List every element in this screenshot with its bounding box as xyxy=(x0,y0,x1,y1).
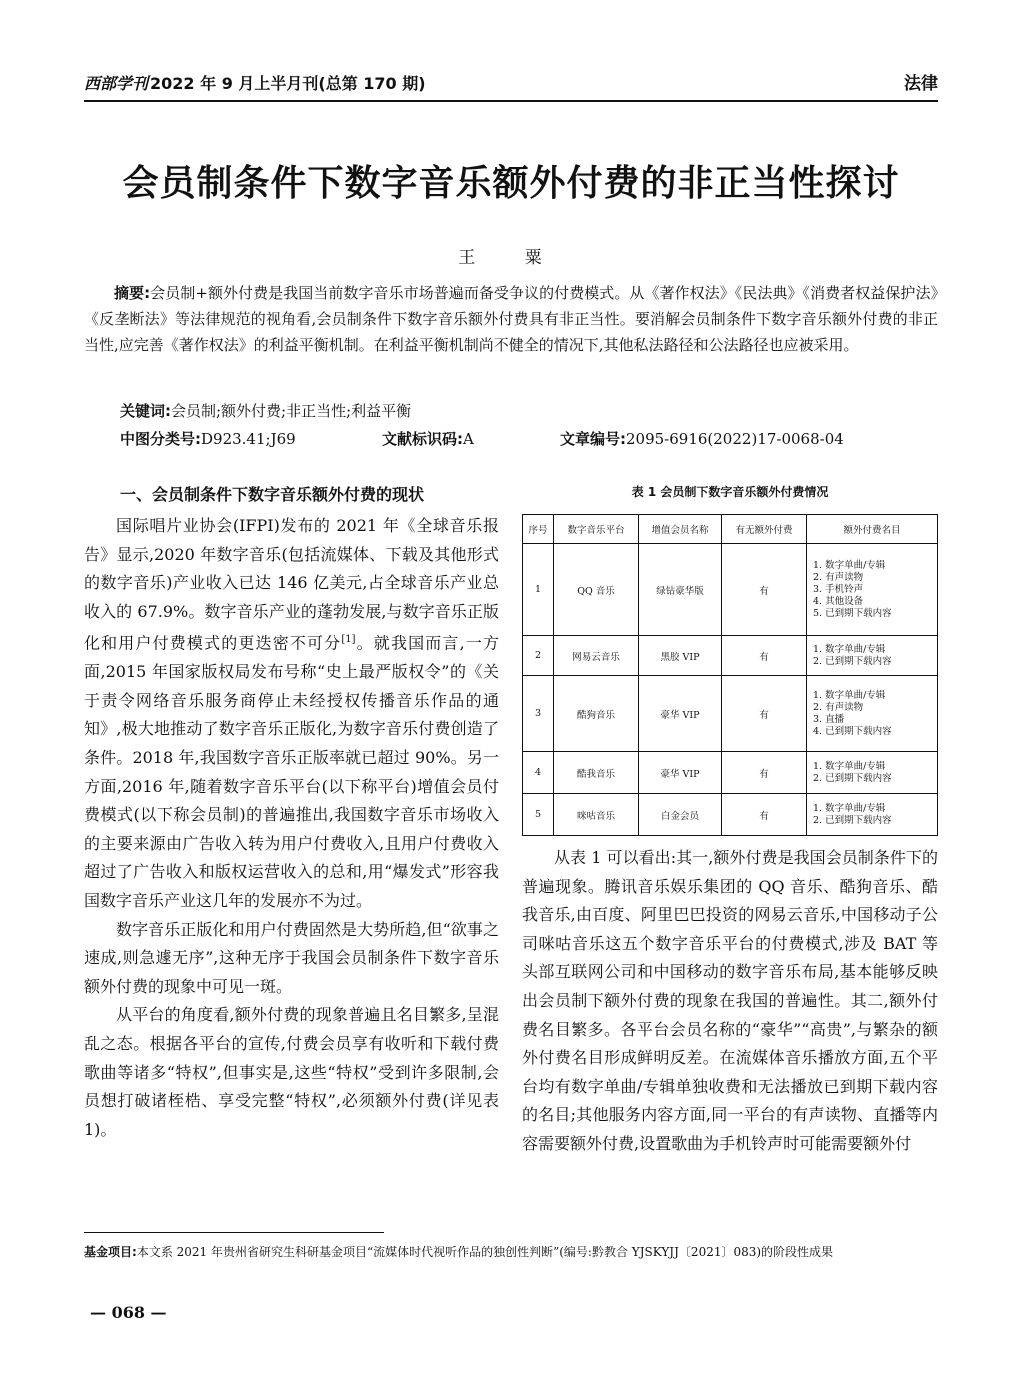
cell-member: 豪华 VIP xyxy=(639,676,722,752)
paragraph-1: 国际唱片业协会(IFPI)发布的 2021 年《全球音乐报告》显示,2020 年数字音乐(包括流媒体、下载及其他形式的数字音乐)产业收入已达 146 亿美元,占全球音乐产业总收入的 67.9%。数字音乐产业的蓬勃发展,与数字音乐正版化和用户付费模式的更迭密不可分[1]。就我国而言,一方面,2015 年国家版权局发布号称“史上最严版权令”的《关于责令网络音乐服务商停止未经授权传播音乐作品的通知》,极大地推动了数字音乐正版化,为数字音乐付费创造了条件。2018 年,我国数字音乐正版率就已超过 90%。另一方面,2016 年,随着数字音乐平台(以下称平台)增值会员付费模式(以下称会员制)的普遍推出,我国数字音乐市场收入的主要来源由广告收入转为用户付费收入,且用户付费收入超过了广告收入和版权运营收入的总和,用“爆发式”形容我国数字音乐产业这几年的发展亦不为过。 xyxy=(84,516,499,911)
cell-platform: 酷我音乐 xyxy=(554,752,639,794)
fund-label: 基金项目: xyxy=(84,1245,137,1259)
cell-member: 白金会员 xyxy=(639,794,722,836)
section-heading: 一、会员制条件下数字音乐额外付费的现状 xyxy=(120,485,425,504)
table-row xyxy=(523,544,938,636)
author-name: 王 粟 xyxy=(458,248,564,268)
cell-member: 黑胶 VIP xyxy=(639,636,722,676)
table-row xyxy=(523,636,938,676)
cell-platform: 咪咕音乐 xyxy=(554,794,639,836)
abstract-label: 摘要: xyxy=(114,284,151,302)
table-row xyxy=(523,752,938,794)
abstract xyxy=(84,280,938,358)
header-extra: 有无额外付费 xyxy=(722,515,807,544)
table-row xyxy=(523,676,938,752)
cell-items: 1. 数字单曲/专辑 2. 有声读物 3. 手机铃声 4. 其他设备 5. 已到期下载内容 xyxy=(807,544,938,636)
running-header xyxy=(84,70,938,102)
paragraph-3: 从平台的角度看,额外付费的现象普遍且名目繁多,呈混乱之态。根据各平台的宣传,付费会员享有收听和下载付费歌曲等诸多“特权”,但事实是,这些“特权”受到许多限制,会员想打破诸桎梏、享受完整“特权”,必须额外付费(详见表 1)。 xyxy=(84,1005,499,1139)
right-column xyxy=(522,482,938,1159)
cell-extra: 有 xyxy=(722,676,807,752)
cell-platform: 酷狗音乐 xyxy=(554,676,639,752)
cell-extra: 有 xyxy=(722,752,807,794)
cell-platform: 网易云音乐 xyxy=(554,636,639,676)
keywords xyxy=(120,398,938,424)
cell-no: 1 xyxy=(523,544,554,636)
cell-extra: 有 xyxy=(722,636,807,676)
header-member: 增值会员名称 xyxy=(639,515,722,544)
cell-items: 1. 数字单曲/专辑 2. 已到期下载内容 xyxy=(807,636,938,676)
cell-items: 1. 数字单曲/专辑 2. 已到期下载内容 xyxy=(807,752,938,794)
cell-no: 5 xyxy=(523,794,554,836)
cell-no: 2 xyxy=(523,636,554,676)
article-title: 会员制条件下数字音乐额外付费的非正当性探讨 xyxy=(122,163,900,204)
cell-no: 3 xyxy=(523,676,554,752)
cell-extra: 有 xyxy=(722,794,807,836)
left-column xyxy=(84,482,499,1144)
table-caption: 表 1 会员制下数字音乐额外付费情况 xyxy=(631,485,829,499)
paragraph-2: 数字音乐正版化和用户付费固然是大势所趋,但“欲事之速成,则急遽无序”,这种无序于我国会员制条件下数字音乐额外付费的现象中可见一斑。 xyxy=(84,919,499,996)
issue-info: 2022 年 9 月上半月刊(总第 170 期) xyxy=(150,74,426,93)
page-number: — 068 — xyxy=(90,1303,167,1322)
header-items: 额外付费名目 xyxy=(807,515,938,544)
cell-platform: QQ 音乐 xyxy=(554,544,639,636)
cell-member: 绿钻豪华版 xyxy=(639,544,722,636)
paragraph-4: 从表 1 可以看出:其一,额外付费是我国会员制条件下的普遍现象。腾讯音乐娱乐集团的 QQ 音乐、酷狗音乐、酷我音乐,由百度、阿里巴巴投资的网易云音乐,中国移动子公司咪咕音乐这五个数字音乐平台的付费模式,涉及 BAT 等头部互联网公司和中国移动的数字音乐布局,基本能够反映出会员制下额外付费的现象在我国的普遍性。其二,额外付费名目繁多。各平台会员名称的“豪华”“高贵”,与繁杂的额外付费名目形成鲜明反差。在流媒体音乐播放方面,五个平台均有数字单曲/专辑单独收费和无法播放已到期下载内容的名目;其他服务内容方面,同一平台的有声读物、直播等内容需要额外付费,设置歌曲为手机铃声时可能需要额外付 xyxy=(522,848,938,1153)
journal-name: 西部学刊 xyxy=(84,74,149,93)
abstract-text: 会员制+额外付费是我国当前数字音乐市场普遍而备受争议的付费模式。从《著作权法》《民法典》《消费者权益保护法》《反垄断法》等法律规范的视角看,会员制条件下数字音乐额外付费具有非正当性。要消解会员制条件下数字音乐额外付费的非正当性,应完善《著作权法》的利益平衡机制。在利益平衡机制尚不健全的情况下,其他私法路径和公法路径也应被采用。 xyxy=(84,284,939,354)
classification-line xyxy=(120,426,938,452)
keywords-text: 会员制;额外付费;非正当性;利益平衡 xyxy=(171,402,412,420)
section-label: 法律 xyxy=(904,74,938,94)
header-platform: 数字音乐平台 xyxy=(554,515,639,544)
clc-code: 中图分类号:D923.41;J69 xyxy=(120,430,296,448)
header-no: 序号 xyxy=(523,515,554,544)
citation-ref: [1] xyxy=(341,634,356,646)
table-header-row xyxy=(523,515,938,544)
keywords-label: 关键词: xyxy=(120,402,171,420)
header-journal-issue xyxy=(84,71,426,100)
cell-extra: 有 xyxy=(722,544,807,636)
footnote-divider xyxy=(84,1232,384,1233)
article-number: 文章编号:2095-6916(2022)17-0068-04 xyxy=(560,430,844,448)
extra-fee-table xyxy=(522,514,938,836)
fund-note xyxy=(84,1240,938,1264)
table-row xyxy=(523,794,938,836)
cell-items: 1. 数字单曲/专辑 2. 已到期下载内容 xyxy=(807,794,938,836)
cell-no: 4 xyxy=(523,752,554,794)
cell-items: 1. 数字单曲/专辑 2. 有声读物 3. 直播 4. 已到期下载内容 xyxy=(807,676,938,752)
fund-text: 本文系 2021 年贵州省研究生科研基金项目“流媒体时代视听作品的独创性判断”(编号:黔教合 YJSKYJJ〔2021〕083)的阶段性成果 xyxy=(136,1245,834,1259)
doc-code: 文献标识码:A xyxy=(382,430,474,448)
cell-member: 豪华 VIP xyxy=(639,752,722,794)
